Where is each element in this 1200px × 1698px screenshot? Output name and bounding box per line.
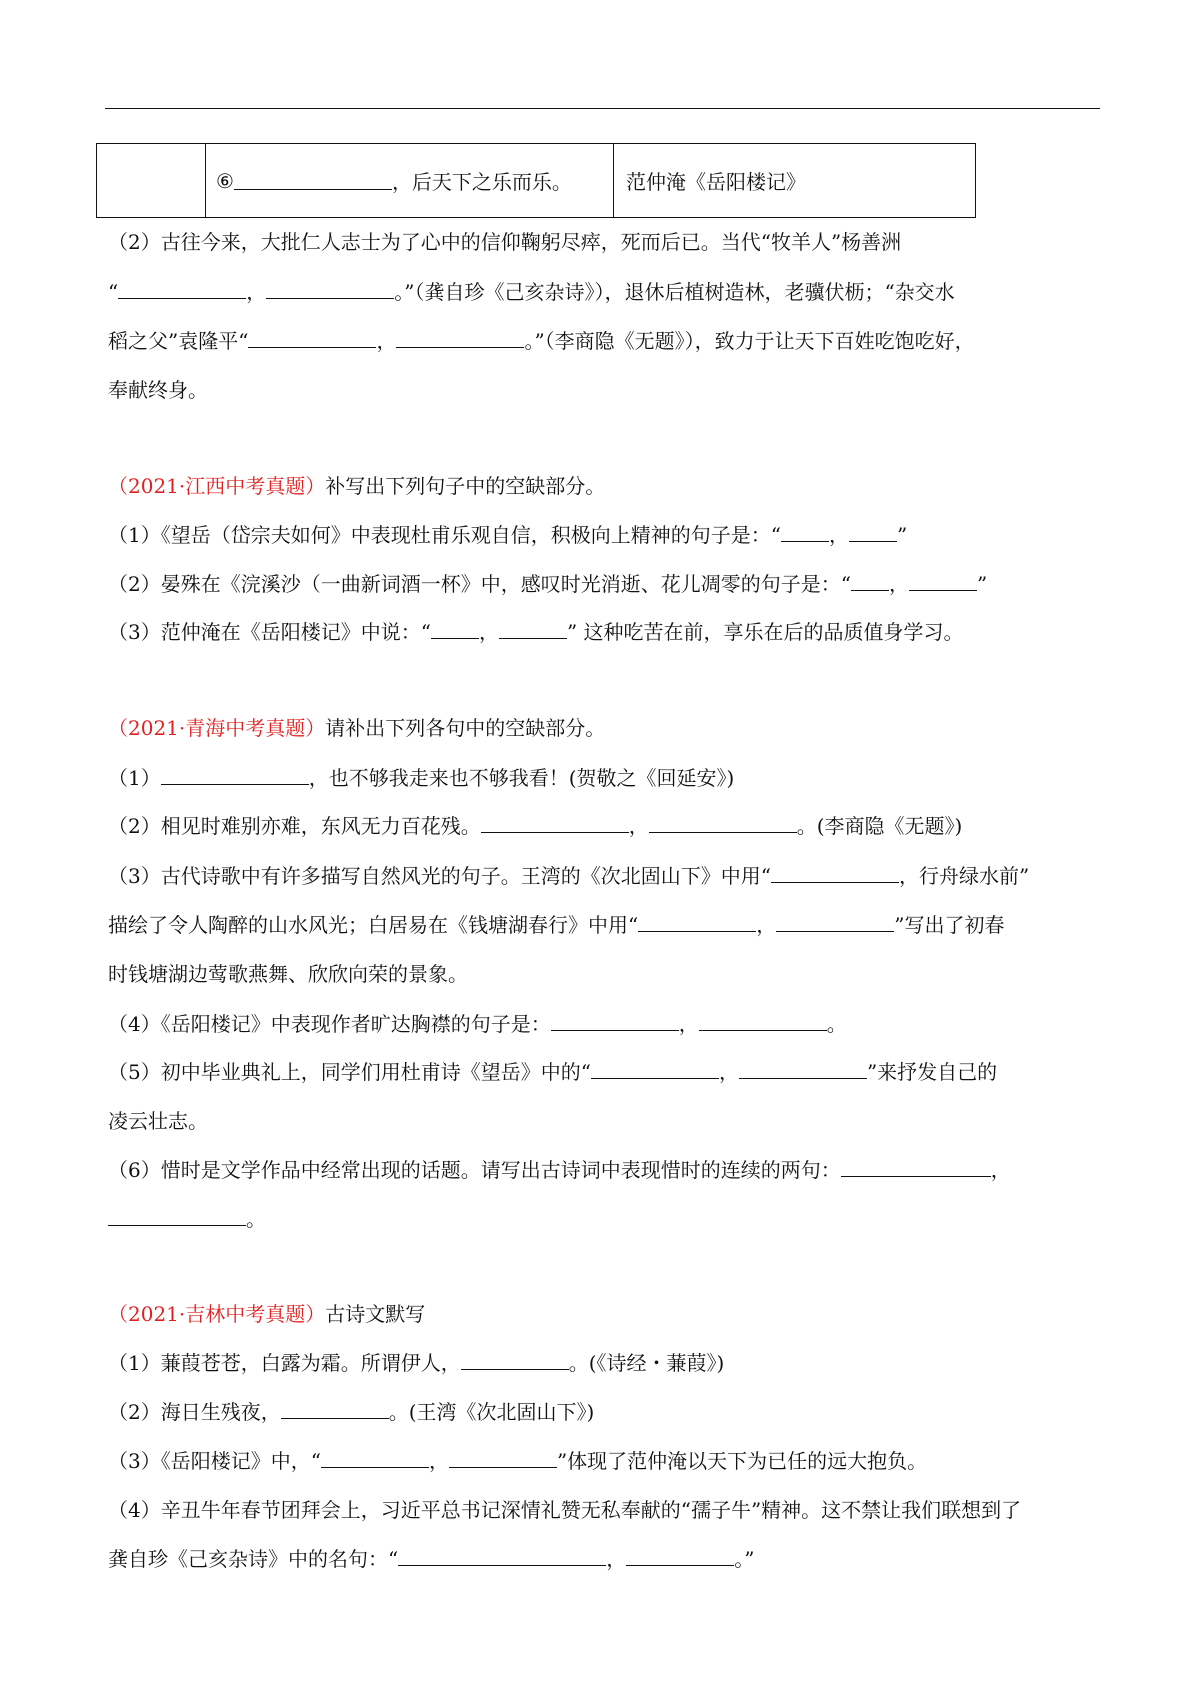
text: （2）海日生残夜， — [108, 1400, 281, 1424]
text: ，行舟绿水前” — [898, 864, 1030, 888]
q-line — [108, 1447, 1098, 1475]
text: 。 — [246, 1207, 266, 1231]
text: （1） — [108, 766, 161, 790]
text: 。 — [826, 1012, 847, 1036]
text: 。(王湾《次北固山下》) — [388, 1400, 595, 1424]
blank — [161, 766, 309, 785]
table-cell-empty — [97, 144, 206, 217]
text: 描绘了令人陶醉的山水风光；白居易在《钱塘湖春行》中用“ — [108, 913, 639, 937]
text: ”来抒发自己的 — [866, 1060, 998, 1084]
text: （1）《望岳（岱宗夫如何》中表现杜甫乐观自信，积极向上精神的句子是：“ — [108, 523, 781, 547]
blank — [771, 864, 899, 883]
table-text: ，后天下之乐而乐。 — [391, 170, 572, 194]
text: 。(《诗经・蒹葭》) — [568, 1351, 725, 1375]
text: ”写出了初春 — [894, 913, 1005, 937]
text: （1）蒹葭苍苍，白露为霜。所谓伊人， — [108, 1351, 461, 1375]
blank — [281, 1400, 389, 1419]
text: ， — [990, 1158, 1011, 1182]
q-line — [108, 862, 1098, 890]
text: （3）古代诗歌中有许多描写自然风光的句子。王湾的《次北固山下》中用“ — [108, 864, 771, 888]
blank — [431, 620, 479, 639]
text: 凌云壮志。 — [108, 1109, 208, 1133]
text: ” — [896, 523, 908, 547]
text: 请补出下列各句中的空缺部分。 — [325, 716, 606, 740]
text: ”体现了范仲淹以天下为已任的远大抱负。 — [556, 1449, 928, 1473]
text: ， — [828, 523, 849, 547]
text: ， — [606, 1547, 627, 1571]
text: ， — [628, 814, 649, 838]
exam-source: （2021·江西中考真题） — [108, 474, 326, 498]
text: 补写出下列句子中的空缺部分。 — [325, 474, 606, 498]
blank — [551, 1012, 679, 1031]
text: ， — [756, 913, 777, 937]
q-line — [108, 1545, 1098, 1573]
blank — [909, 572, 977, 591]
text: 稻之父”袁隆平“ — [108, 329, 249, 353]
blank — [118, 280, 246, 299]
blank — [591, 1060, 719, 1079]
text: 。”（李商隐《无题》），致力于让天下百姓吃饱吃好， — [524, 329, 975, 353]
text: ，也不够我走来也不够我看！(贺敬之《回延安》) — [308, 766, 735, 790]
section-title — [108, 472, 1098, 500]
q-line — [108, 960, 1098, 988]
q-line — [108, 1010, 1098, 1038]
text: （3）范仲淹在《岳阳楼记》中说：“ — [108, 620, 431, 644]
answer-table — [96, 143, 976, 218]
blank — [266, 280, 394, 299]
blank — [626, 1547, 734, 1566]
text: “ — [108, 280, 119, 304]
text: ， — [478, 620, 499, 644]
blank — [699, 1012, 827, 1031]
exam-source: （2021·青海中考真题） — [108, 716, 326, 740]
q-line — [108, 1205, 1098, 1233]
text: ， — [428, 1449, 449, 1473]
q-line — [108, 278, 1098, 306]
blank — [649, 814, 797, 833]
text: 时钱塘湖边莺歌燕舞、欣欣向荣的景象。 — [108, 962, 468, 986]
q-line — [108, 911, 1098, 939]
q-line — [108, 1156, 1098, 1184]
q-line — [108, 1496, 1098, 1524]
q-line — [108, 228, 1098, 256]
blank — [851, 572, 889, 591]
text: （5）初中毕业典礼上，同学们用杜甫诗《望岳》中的“ — [108, 1060, 591, 1084]
text: （4）辛丑牛年春节团拜会上，习近平总书记深情礼赞无私奉献的“孺子牛”精神。这不禁让我们联想到了 — [108, 1498, 1022, 1522]
blank — [248, 329, 376, 348]
q-line — [108, 1349, 1098, 1377]
q-line — [108, 1398, 1098, 1426]
text: （2）晏殊在《浣溪沙（一曲新词酒一杯》中，感叹时光消逝、花儿凋零的句子是：“ — [108, 572, 851, 596]
blank — [396, 329, 524, 348]
blank — [849, 523, 897, 542]
blank — [108, 1207, 246, 1226]
text: 奉献终身。 — [108, 378, 208, 402]
blank — [781, 523, 829, 542]
q-line — [108, 570, 1098, 598]
q-line — [108, 812, 1098, 840]
blank — [739, 1060, 867, 1079]
blank — [776, 913, 894, 932]
text: （6）惜时是文学作品中经常出现的话题。请写出古诗词中表现惜时的连续的两句： — [108, 1158, 841, 1182]
text: 。” — [734, 1547, 755, 1571]
blank — [234, 171, 392, 190]
table-cell-source — [614, 144, 975, 217]
q-line — [108, 618, 1098, 646]
q-line — [108, 764, 1098, 792]
circled-number: ⑥ — [216, 168, 234, 193]
q-line — [108, 521, 1098, 549]
text: ， — [888, 572, 909, 596]
exam-source: （2021·吉林中考真题） — [108, 1302, 326, 1326]
blank — [638, 913, 756, 932]
q-line — [108, 327, 1098, 355]
blank — [499, 620, 567, 639]
header-rule — [105, 108, 1100, 109]
q-line — [108, 1107, 1098, 1135]
text: 。”（龚自珍《己亥杂诗》），退休后植树造林，老骥伏枥；“杂交水 — [394, 280, 955, 304]
text: ， — [376, 329, 397, 353]
text: ， — [246, 280, 267, 304]
blank — [398, 1547, 606, 1566]
text: ， — [718, 1060, 739, 1084]
blank — [481, 814, 629, 833]
blank — [461, 1351, 569, 1370]
text: （3）《岳阳楼记》中，“ — [108, 1449, 321, 1473]
text: （2）相见时难别亦难，东风无力百花残。 — [108, 814, 481, 838]
text: 龚自珍《己亥杂诗》中的名句：“ — [108, 1547, 399, 1571]
text: ， — [678, 1012, 699, 1036]
q-line — [108, 376, 1098, 404]
text: （4）《岳阳楼记》中表现作者旷达胸襟的句子是： — [108, 1012, 551, 1036]
blank — [841, 1158, 991, 1177]
blank — [449, 1449, 557, 1468]
section-title — [108, 714, 1098, 742]
blank — [321, 1449, 429, 1468]
text: ” — [976, 572, 988, 596]
text: （2）古往今来，大批仁人志士为了心中的信仰鞠躬尽瘁，死而后已。当代“牧羊人”杨善洲 — [108, 230, 902, 254]
text: ” 这种吃苦在前，享乐在后的品质值身学习。 — [566, 620, 964, 644]
q-line — [108, 1058, 1098, 1086]
text: 。(李商隐《无题》) — [796, 814, 963, 838]
table-source: 范仲淹《岳阳楼记》 — [626, 170, 806, 194]
text: 古诗文默写 — [325, 1302, 426, 1326]
table-cell-text — [206, 144, 614, 217]
section-title — [108, 1300, 1098, 1328]
